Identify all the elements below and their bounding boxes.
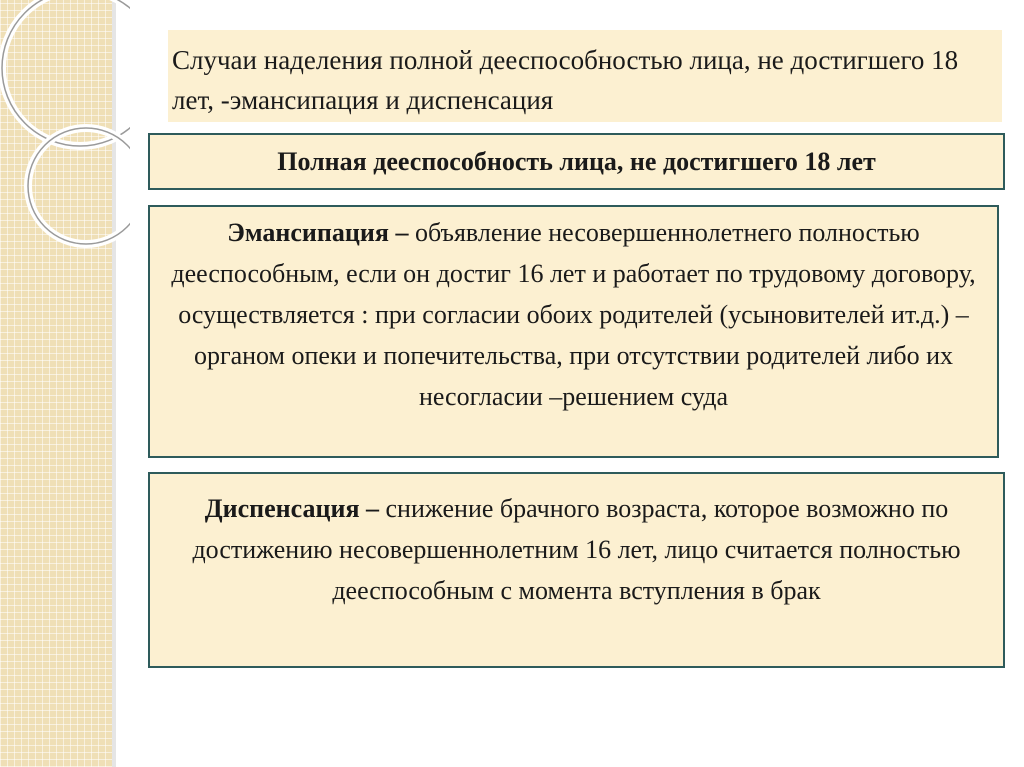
decorative-rings	[0, 0, 130, 767]
subtitle-text: Полная дееспособность лица, не достигшего 18 лет	[277, 147, 876, 176]
dispensation-term: Диспенсация	[204, 494, 360, 523]
ring-upper-icon	[2, 0, 130, 146]
emancipation-term: Эмансипация	[227, 218, 389, 247]
emancipation-definition: объявление несовершеннолетнего полностью дееспособным, если он достиг 16 лет и работает по трудовому договору, осуществляется : при согласии обоих родителей (усыновителей ит.д.) – органом опеки и попечительства, при отсутствии родителей либо их несогласии –решением суда	[171, 218, 976, 411]
subtitle-panel	[148, 133, 1005, 190]
dispensation-panel	[148, 472, 1005, 668]
emancipation-dash: –	[388, 218, 415, 247]
slide-title: Случаи наделения полной дееспособностью лица, не достигшего 18 лет, -эмансипация и диспенсация	[168, 30, 1002, 122]
emancipation-panel	[148, 205, 999, 458]
dispensation-definition: снижение брачного возраста, которое возможно по достижению несовершеннолетним 16 лет, лицо считается полностью дееспособным с момента вступления в брак	[192, 494, 961, 605]
dispensation-dash: –	[359, 494, 386, 523]
